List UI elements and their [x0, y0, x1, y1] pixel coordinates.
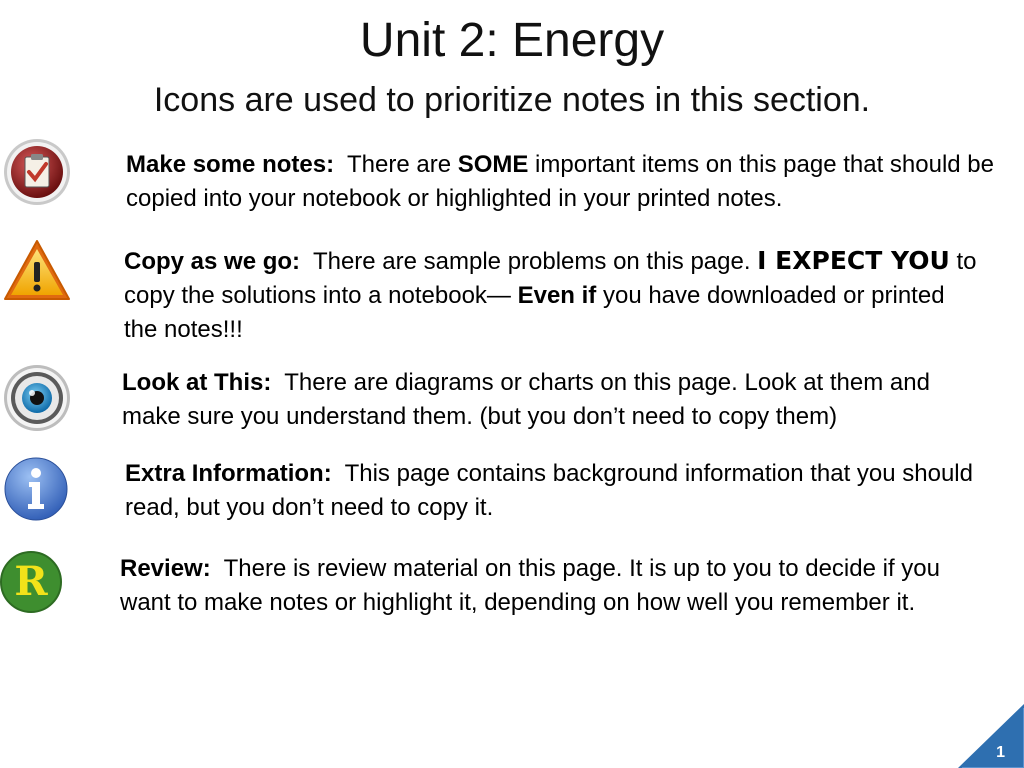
note-emphasis: Even if: [517, 282, 597, 309]
note-text: you have downloaded or printed the notes!!!: [124, 282, 945, 343]
note-text: There are: [346, 151, 458, 178]
note-heading: Look at This:: [122, 369, 272, 396]
slide-subtitle: Icons are used to prioritize notes in this section.: [153, 81, 871, 119]
clipboard-check-icon: [3, 138, 71, 206]
page-number: 1: [996, 744, 1005, 761]
note-text: important items on this page that should be copied into your notebook or highlighted in your printed notes.: [126, 151, 994, 212]
review-letter: R: [14, 558, 48, 605]
note-text: There is review material on this page. It is up to you to decide if you want to make notes or highlight it, depending on how well you remember it.: [120, 555, 940, 616]
note-heading: Copy as we go:: [124, 248, 301, 275]
note-text: This page contains background information that you should read, but you don’t need to copy it.: [125, 460, 973, 521]
note-copy-as-we-go: [124, 244, 984, 347]
note-text: There are sample problems on this page.: [312, 248, 758, 275]
note-extra-information: [125, 457, 985, 525]
note-heading: Make some notes:: [126, 151, 335, 178]
review-r-icon: [0, 551, 62, 613]
note-heading: Review:: [120, 555, 211, 582]
note-heading: Extra Information:: [125, 460, 332, 487]
note-review: [120, 552, 980, 620]
corner-triangle: [958, 704, 1024, 768]
slide-title: Unit 2: Energy: [359, 14, 665, 67]
note-big-emphasis: I EXPECT YOU: [757, 246, 950, 275]
note-text: There are diagrams or charts on this page. Look at them and make sure you understand them. (but you don’t need to copy them): [122, 369, 930, 430]
note-look-at-this: [122, 366, 982, 434]
eye-icon: [3, 364, 71, 432]
note-text: to copy the solutions into a notebook—: [124, 248, 977, 309]
warning-icon: [3, 238, 71, 304]
note-emphasis: SOME: [457, 151, 529, 178]
note-make-some-notes: [126, 148, 996, 216]
info-icon: [4, 457, 68, 521]
